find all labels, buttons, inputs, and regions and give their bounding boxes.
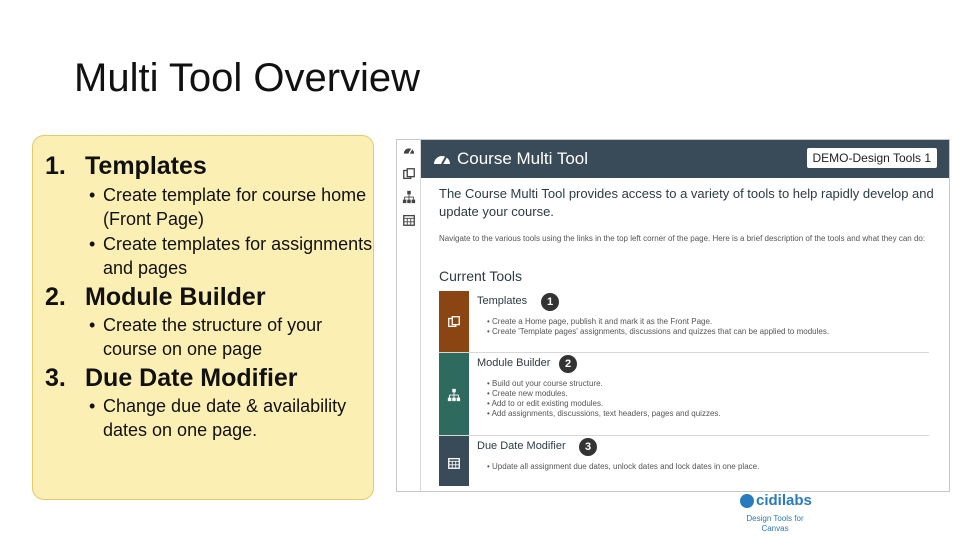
list-item: • Build out your course structure. [487,379,721,389]
slide-title: Multi Tool Overview [74,56,421,100]
tool-templates[interactable] [439,291,929,353]
tool-due-date-side [439,436,469,486]
list-item: • Create 'Template pages' assignments, discussions and quizzes that can be applied to modules. [487,327,829,337]
tool-header-bar [421,140,950,178]
heading-templates: 1. Templates [45,152,207,180]
tool-bullets [487,379,721,419]
sitemap-icon[interactable] [401,190,417,206]
bullet-due-date-1: • Change due date & availability dates on one page. [89,396,347,440]
list-item: • Create new modules. [487,389,721,399]
canvas-multi-tool-screenshot [396,139,950,492]
tool-name[interactable]: Due Date Modifier [477,440,566,452]
cidilabs-logo [740,492,810,536]
bullet-templates-2: • Create templates for assignments and pages [89,234,373,278]
step-badge: 1 [541,293,559,311]
logo-tagline: Design Tools for Canvas [746,514,804,533]
overview-notes [32,135,374,500]
logo-name: cidilabs [756,492,812,509]
intro-text: The Course Multi Tool provides access to a variety of tools to help rapidly develop and update your course. [439,186,934,219]
tool-templates-side [439,291,469,352]
bullet-module-builder-1: • Create the structure of your course on one page [89,315,323,359]
bullet-templates-1: • Create template for course home (Front Page) [89,185,367,229]
tool-module-builder[interactable] [439,353,929,436]
sitemap-icon [447,388,461,402]
tool-bullets [487,462,759,472]
list-item: • Add assignments, discussions, text headers, pages and quizzes. [487,409,721,419]
course-badge[interactable]: DEMO-Design Tools 1 [807,148,938,168]
heading-due-date: 3. Due Date Modifier [45,364,298,392]
tool-due-date-modifier[interactable] [439,436,929,486]
list-item: • Create a Home page, publish it and mark it as the Front Page. [487,317,829,327]
tool-name[interactable]: Templates [477,295,528,307]
dashboard-icon [433,150,451,168]
globe-icon [740,494,754,508]
step-badge: 2 [559,355,577,373]
calendar-icon [447,456,461,470]
dashboard-icon[interactable] [401,144,417,160]
tool-title: Course Multi Tool [457,149,589,168]
step-badge: 3 [579,438,597,456]
tool-name[interactable]: Module Builder [477,357,551,369]
list-item: • Add to or edit existing modules. [487,399,721,409]
copy-icon [447,315,461,329]
list-item: • Update all assignment due dates, unlock dates and lock dates in one place. [487,462,759,472]
tool-rail [397,140,421,491]
nav-hint-text: Navigate to the various tools using the links in the top left corner of the page. Here is a brief description of the tools and what they can do: [439,234,926,243]
tool-module-builder-side [439,353,469,435]
heading-module-builder: 2. Module Builder [45,283,266,311]
copy-icon[interactable] [401,167,417,183]
tool-bullets [487,317,829,337]
calendar-icon[interactable] [401,213,417,229]
current-tools-heading: Current Tools [439,268,523,284]
